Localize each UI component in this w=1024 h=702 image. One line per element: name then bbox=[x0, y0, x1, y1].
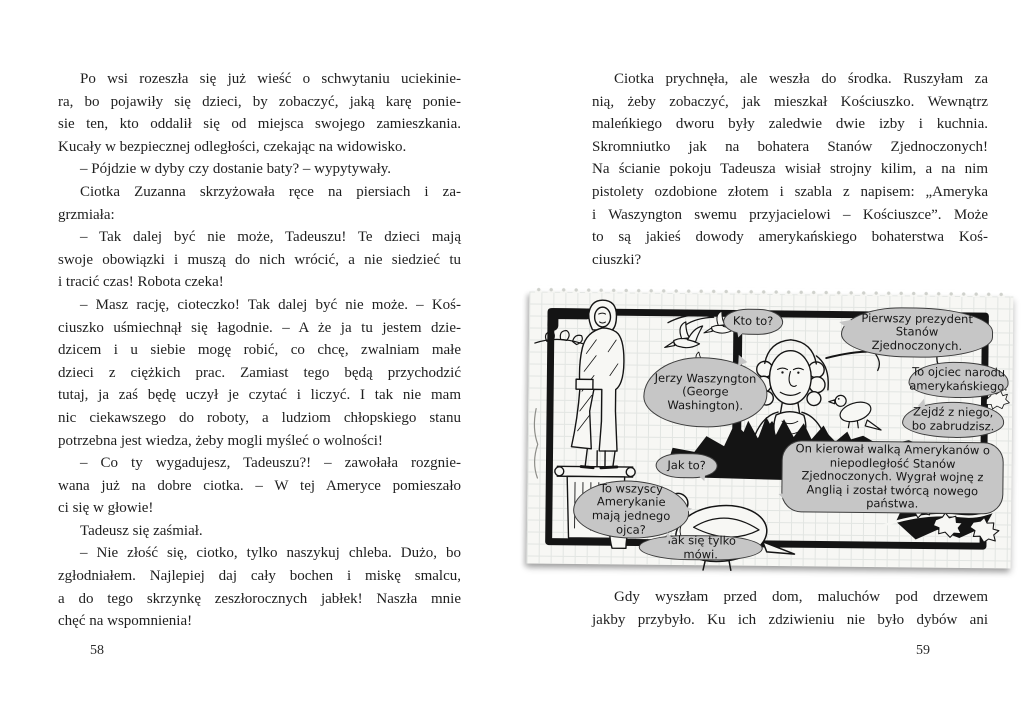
text-line: zgłodniałem. Najlepiej daj cały bochen i miskę smalcu, bbox=[58, 568, 461, 585]
text-line: dzieci z ciężkich prac. Zamiast tego będą przychodzić bbox=[58, 364, 461, 381]
text-line: grzmiała: bbox=[58, 206, 115, 223]
text-line: pistolety ozdobione złotem i szabla z napisem: „Ameryka bbox=[592, 183, 988, 200]
bubble-text: Kto to? bbox=[732, 313, 774, 329]
text-line: nią, żeby zobaczyć, jak mieszkał Kościuszko. Wewnątrz bbox=[592, 93, 988, 110]
speech-bubble-jeden-ojciec bbox=[573, 480, 690, 539]
text-line: Kucały w bezpiecznej odległości, czekając na widowisko. bbox=[58, 138, 407, 155]
text-line: maleńkiego dworu były zaledwie dwie izby i kuchnia. bbox=[592, 116, 988, 133]
small-bird-drawing bbox=[829, 395, 882, 430]
paper-squiggle bbox=[534, 409, 538, 478]
text-line: Tadeusz się zaśmiał. bbox=[80, 522, 203, 539]
text-line: chęć na wspomnienia! bbox=[58, 613, 193, 630]
text-line: ci się w głowie! bbox=[58, 500, 154, 517]
bubble-text: Pierwszy prezydent Stanów Zjednoczonych. bbox=[861, 310, 973, 353]
bubble-text: On kierował walką Amerykanów o niepodległość Stanów Zjednoczonych. Wygrał wojnę z Anglią i został twórcą nowego państwa. bbox=[795, 441, 991, 511]
text-line: jakby przybyło. Ku ich zdziwieniu nie było dybów ani bbox=[592, 611, 988, 628]
bubble-text: Zejdź z niego, bo zabrudzisz. bbox=[911, 404, 995, 434]
right-page-number: 59 bbox=[916, 643, 930, 658]
notebook-paper bbox=[527, 291, 1014, 568]
text-line: wana już na dobre ciotka. – W tej Ameryce pomieszało bbox=[58, 477, 461, 494]
text-line: – Tak dalej być nie może, Tadeuszu! Te dzieci mają bbox=[80, 229, 461, 246]
text-line: i tracić czas! Robota czeka! bbox=[58, 274, 224, 291]
notebook-illustration bbox=[526, 288, 1014, 574]
text-line: nic ciekawszego do roboty, a ludziom chłopskiego stanu bbox=[58, 409, 461, 426]
bubble-text: Jak to? bbox=[667, 457, 706, 473]
bubble-text: Jerzy Waszyngton (George Washington). bbox=[654, 370, 757, 413]
speech-bubble-on-kierowal bbox=[781, 440, 1004, 514]
text-line: Po wsi rozeszła się już wieść o schwytaniu uciekinie- bbox=[80, 71, 461, 87]
left-page-text bbox=[58, 68, 461, 633]
text-line: potrzebna jest wiedza, żeby mogli myśleć o wolności! bbox=[58, 432, 383, 449]
text-line: – Co ty wygadujesz, Tadeuszu?! – zawołała rozgnie- bbox=[80, 455, 461, 472]
leaf-sketch bbox=[535, 330, 583, 344]
text-line: swoje obowiązki i muszą do nich wrócić, a nie siedzieć tu bbox=[58, 251, 461, 268]
text-line: ciuszki? bbox=[592, 251, 642, 268]
text-line: – Masz rację, cioteczko! Tak dalej być nie może. – Koś- bbox=[80, 296, 461, 313]
right-page-text-bottom bbox=[592, 586, 988, 631]
text-line: – Pójdzie w dyby czy dostanie baty? – wypytywały. bbox=[80, 161, 392, 178]
left-page-number: 58 bbox=[90, 643, 104, 658]
frame-corner-accent bbox=[553, 314, 587, 326]
text-line: Ciotka Zuzanna skrzyżowała ręce na piersiach i za- bbox=[80, 183, 461, 200]
text-line: dzicem i u siebie mogę robić, co chcę, zwalniam małe bbox=[58, 342, 461, 359]
speech-bubble-zejdz-z-niego bbox=[902, 401, 1004, 438]
text-line: Ciotka prychnęła, ale weszła do środka. Ruszyłam za bbox=[614, 71, 988, 87]
text-line: ciuszko uśmiechnął się łagodnie. – A że ja tu jestem dzie- bbox=[58, 319, 461, 336]
text-line: i Waszyngton swemu przyjacielowi – Kościuszce”. Może bbox=[592, 206, 988, 223]
bubble-text: Tak się tylko mówi. bbox=[665, 532, 737, 561]
right-page-text-top bbox=[592, 68, 988, 271]
text-line: tutaj, ja zaś będę uczył je czytać i liczyć. I tak nie mam bbox=[58, 387, 461, 404]
text-line: a do tego skrzynkę zeszłorocznych jabłek! Naszła mnie bbox=[58, 590, 461, 607]
speech-bubble-kto-to bbox=[723, 309, 783, 336]
text-line: – Nie złość się, ciotko, tylko naszykuj chleba. Dużo, bo bbox=[80, 545, 461, 562]
text-line: sie ten, kto oddalił się od miejsca swojego zamieszkania. bbox=[58, 116, 461, 133]
text-line: Skromniutko jak na bohatera Stanów Zjednoczonych! bbox=[592, 138, 988, 155]
bubble-text: To ojciec narodu amerykańskiego. bbox=[909, 364, 1008, 394]
text-line: to są jakieś dowody amerykańskiego bohaterstwa Koś- bbox=[592, 229, 988, 246]
bubble-text: To wszyscy Amerykanie mają jednego ojca? bbox=[591, 481, 671, 537]
text-line: Gdy wyszłam przed dom, maluchów pod drzewem bbox=[614, 589, 988, 605]
speech-bubble-pierwszy-prezydent bbox=[841, 307, 994, 359]
speech-bubble-ojciec-narodu bbox=[908, 361, 1008, 398]
text-line: Na ścianie pokoju Tadeusza wisiał strojny kilim, a na nim bbox=[592, 161, 988, 178]
speech-bubble-jak-to bbox=[655, 453, 717, 479]
text-line: ra, bo pojawiły się dzieci, by zobaczyć, jaką karę ponie- bbox=[58, 93, 461, 110]
speech-bubble-tak-sie-mowi bbox=[639, 532, 763, 561]
